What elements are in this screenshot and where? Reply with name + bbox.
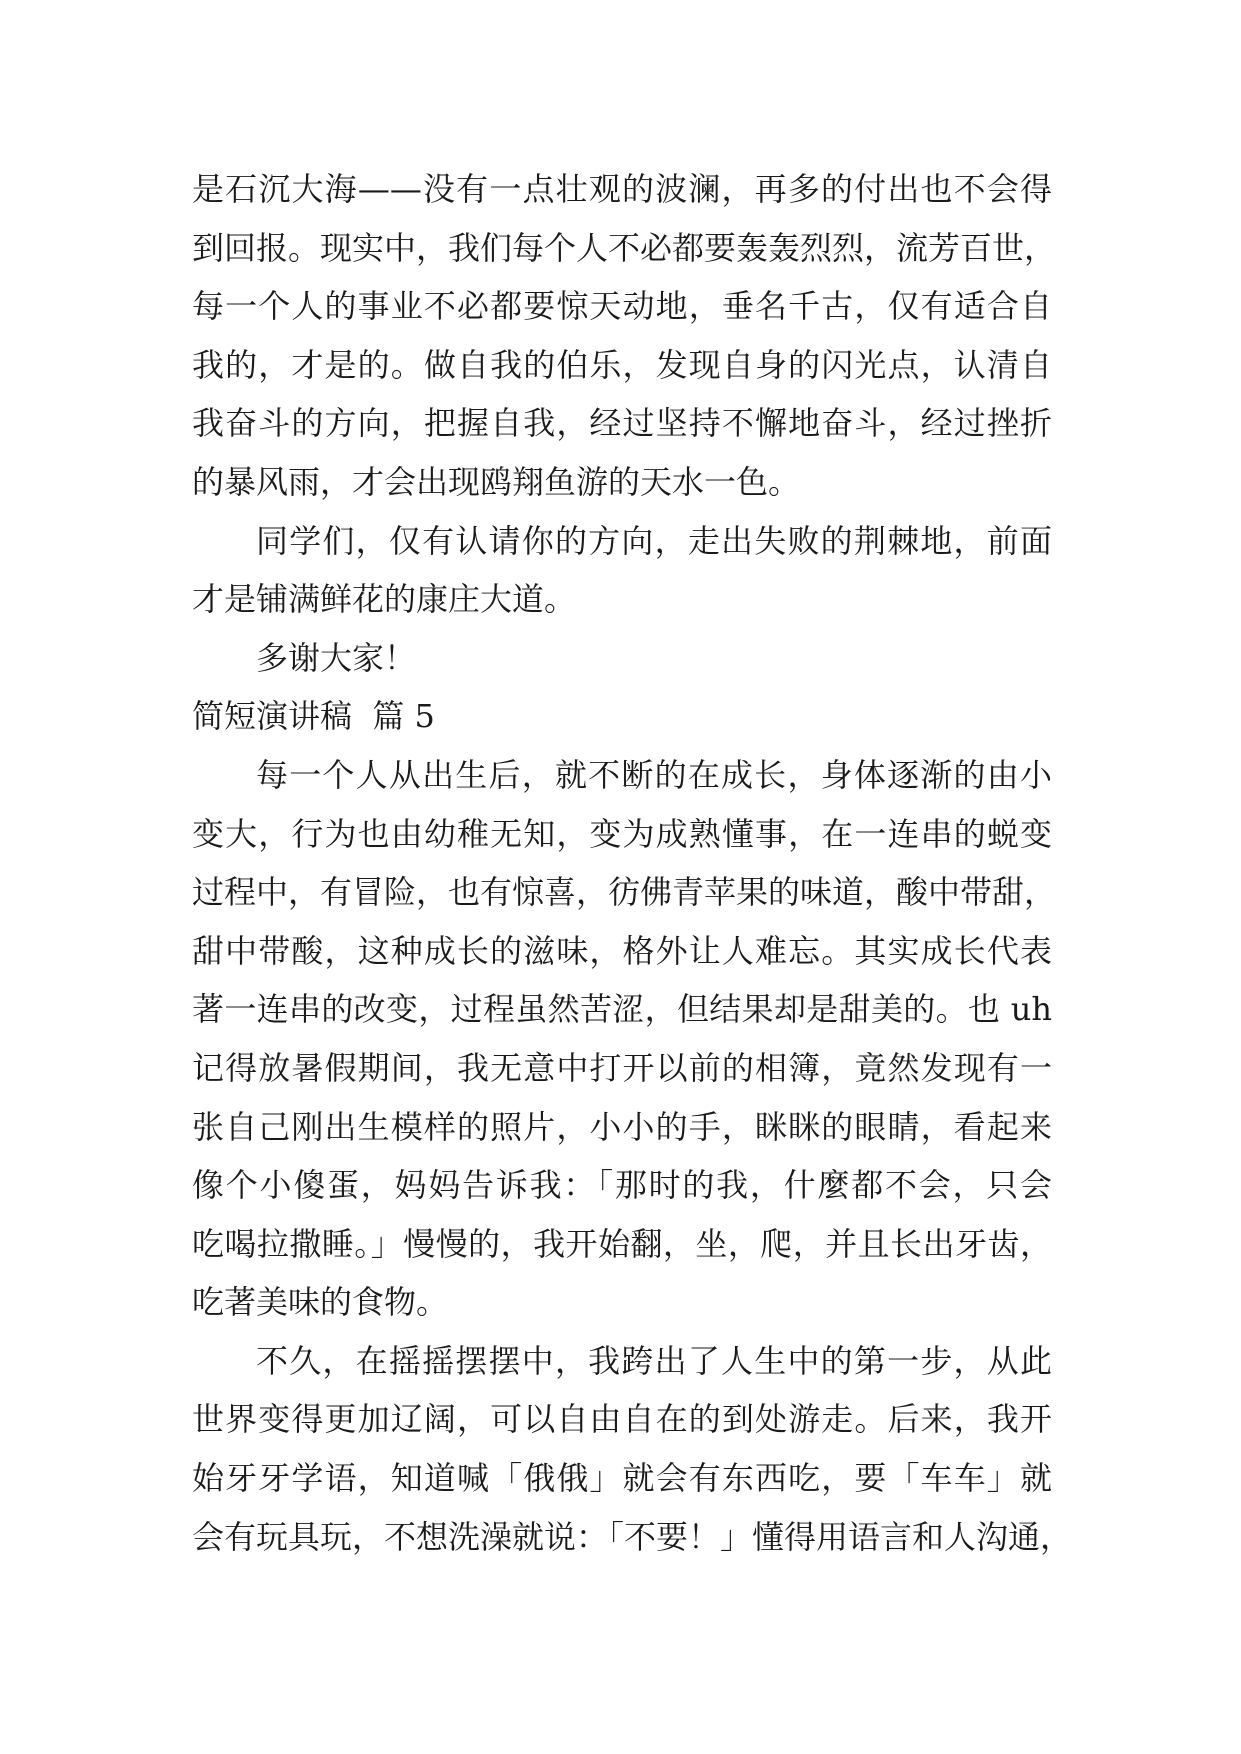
text-line: 我奋斗的方向，把握自我，经过坚持不懈地奋斗，经过挫折 [192, 404, 1052, 443]
text-line: 吃喝拉撒睡。」慢慢的，我开始翻，坐，爬，并且长出牙齿， [192, 1224, 1052, 1263]
text-line: 每一个人的事业不必都要惊天动地，垂名千古，仅有适合自 [192, 287, 1052, 326]
paragraph [192, 746, 1057, 1332]
text-line: 世界变得更加辽阔，可以自由自在的到处游走。后来，我开 [192, 1400, 1052, 1439]
text-line: 像个小傻蛋，妈妈告诉我：「那时的我，什麼都不会，只会 [192, 1166, 1052, 1205]
text-line: 记得放暑假期间，我无意中打开以前的相簿，竟然发现有一 [192, 1048, 1052, 1087]
text-line: 始牙牙学语，知道喊「俄俄」就会有东西吃，要「车车」就 [192, 1459, 1052, 1498]
text-line: 会有玩具玩，不想洗澡就说：「不要！」懂得用语言和人沟通， [192, 1517, 1073, 1556]
paragraph [192, 160, 1057, 512]
text-line: 甜中带酸，这种成长的滋味，格外让人难忘。其实成长代表 [192, 931, 1052, 970]
text-line: 每一个人从出生后，就不断的在成长，身体逐渐的由小 [256, 755, 1052, 794]
text-line: 张自己刚出生模样的照片，小小的手，眯眯的眼睛，看起来 [192, 1107, 1052, 1146]
document-body [192, 160, 1073, 1566]
text-line: 著一连串的改变，过程虽然苦涩，但结果却是甜美的。也 uh [192, 990, 1052, 1029]
text-line: 同学们，仅有认请你的方向，走出失败的荆棘地，前面 [256, 521, 1052, 560]
section-heading: 简短演讲稿 篇 5 [192, 697, 435, 736]
text-line: 不久，在摇摇摆摆中，我跨出了人生中的第一步，从此 [256, 1341, 1052, 1380]
text-line: 才是铺满鲜花的康庄大道。 [192, 580, 577, 619]
text-line: 的暴风雨，才会出现鸥翔鱼游的天水一色。 [192, 462, 801, 501]
closing-line: 多谢大家！ [256, 638, 417, 677]
text-line: 我的，才是的。做自我的伯乐，发现自身的闪光点，认清自 [192, 345, 1052, 384]
text-line: 变大，行为也由幼稚无知，变为成熟懂事，在一连串的蜕变 [192, 814, 1052, 853]
paragraph [192, 512, 1052, 629]
text-line: 到回报。现实中，我们每个人不必都要轰轰烈烈，流芳百世， [192, 228, 1057, 267]
text-line: 吃著美味的食物。 [192, 1283, 449, 1322]
paragraph [192, 629, 1052, 688]
paragraph [192, 1332, 1073, 1566]
text-line: 过程中，有冒险，也有惊喜，彷佛青苹果的味道，酸中带甜， [192, 873, 1057, 912]
text-line: 是石沉大海——没有一点壮观的波澜，再多的付出也不会得 [192, 170, 1052, 208]
